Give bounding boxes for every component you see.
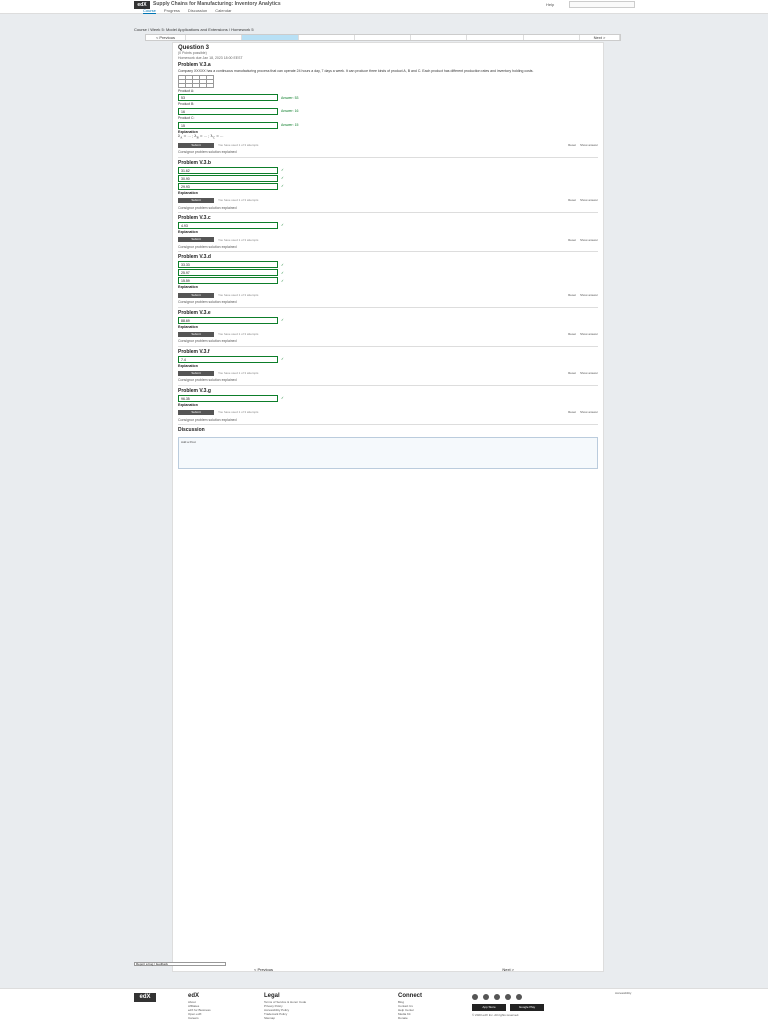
discussion-box[interactable]: [178, 437, 598, 469]
ack-text: Consignor problem solution explained: [178, 205, 237, 210]
answer-correct-icon: ✓: [281, 262, 284, 267]
accessibility-link[interactable]: Accessibility: [615, 991, 632, 995]
sequence-nav: [145, 34, 621, 41]
footer-col-edx: [188, 992, 211, 1020]
facebook-icon[interactable]: [472, 994, 478, 1000]
footer-link[interactable]: Affiliates: [188, 1004, 200, 1008]
submit-button[interactable]: Submit: [178, 332, 214, 337]
reset-button[interactable]: Reset: [568, 198, 576, 203]
footer-col-legal: [264, 992, 306, 1020]
question-points: (0 Points possible): [178, 51, 207, 55]
footer: [0, 988, 768, 1024]
tab-calendar[interactable]: Calendar: [215, 8, 232, 13]
product-b-block: [178, 102, 598, 115]
answer-correct-icon: ✓: [281, 356, 284, 361]
footer-link[interactable]: Privacy Policy: [264, 1004, 283, 1008]
answer-input[interactable]: 30.90: [178, 175, 278, 182]
edx-logo[interactable]: edX: [134, 1, 150, 9]
sequence-unit[interactable]: [299, 35, 355, 40]
submit-button[interactable]: Submit: [178, 143, 214, 148]
app-store-button[interactable]: App Store: [472, 1004, 506, 1011]
footer-logo[interactable]: edX: [134, 993, 156, 1002]
footer-heading: Connect: [398, 993, 422, 999]
page-next-button[interactable]: Next >: [502, 967, 514, 972]
footer-link[interactable]: Blog: [398, 1000, 405, 1004]
submit-bar: [178, 198, 598, 204]
answer-input[interactable]: 16: [178, 108, 278, 115]
reset-button[interactable]: Reset: [568, 331, 576, 336]
submit-bar: [178, 370, 598, 376]
ack-text: Consignor problem solution explained: [178, 244, 237, 249]
problem-title: Problem V.3.b: [178, 160, 211, 167]
show-answer-button[interactable]: Show answer: [579, 237, 598, 242]
google-play-button[interactable]: Google Play: [510, 1004, 544, 1011]
answer-correct-icon: ✓: [281, 184, 284, 189]
product-label: Product C:: [178, 115, 195, 120]
show-answer-button[interactable]: Show answer: [579, 371, 598, 376]
sequence-unit-active[interactable]: [242, 35, 298, 40]
explanation-heading: Explanation: [178, 230, 198, 235]
footer-col-connect: [398, 992, 422, 1020]
problem-title: Problem V.3.d: [178, 254, 211, 261]
footer-link[interactable]: Trademark Policy: [264, 1012, 288, 1016]
attempts-text: You have used 1 of 3 attempts: [218, 371, 259, 376]
answer-correct-icon: ✓: [281, 396, 284, 401]
sequence-unit[interactable]: [355, 35, 411, 40]
product-c-block: [178, 116, 598, 129]
show-answer-button[interactable]: Show answer: [579, 198, 598, 203]
help-link[interactable]: Help: [546, 2, 555, 7]
page-nav: [254, 967, 514, 972]
footer-link[interactable]: Donate: [398, 1016, 408, 1020]
submit-bar: [178, 410, 598, 416]
explanation-heading: Explanation: [178, 324, 198, 329]
sequence-unit[interactable]: [411, 35, 467, 40]
answer-input[interactable]: 7.4: [178, 356, 278, 363]
attempts-text: You have used 1 of 3 attempts: [218, 198, 259, 203]
answer-correct: Answer: 53: [281, 95, 299, 100]
submit-bar: [178, 292, 598, 298]
submit-button[interactable]: Submit: [178, 198, 214, 203]
copyright: © 2023 edX Inc. All rights reserved.: [472, 1013, 520, 1017]
course-tabs: [143, 8, 232, 14]
submit-button[interactable]: Submit: [178, 371, 214, 376]
homework-due: Homework due Jan 18, 2023 18:00 EEST: [178, 55, 243, 60]
sequence-prev-button[interactable]: < Previous: [146, 35, 186, 40]
ack-text: Consignor problem solution explained: [178, 300, 237, 304]
reset-button[interactable]: Reset: [568, 410, 576, 415]
problem-block: [178, 160, 598, 213]
answer-input[interactable]: 15.59: [178, 277, 278, 284]
page-prev-button[interactable]: < Previous: [254, 967, 274, 972]
bug-report-link[interactable]: Report a bug / feedback: [134, 962, 226, 966]
reset-button[interactable]: Reset: [568, 143, 576, 148]
answer-correct-icon: ✓: [281, 223, 284, 228]
product-a-block: [178, 89, 598, 102]
footer-link[interactable]: edX for Business: [188, 1008, 211, 1012]
footer-heading: Legal: [264, 993, 280, 999]
answer-input[interactable]: 29.93: [178, 183, 278, 190]
footer-link[interactable]: Sitemap: [264, 1016, 276, 1020]
sequence-next-button[interactable]: Next >: [580, 35, 620, 40]
answer-input[interactable]: 88.69: [178, 317, 278, 324]
explanation-heading: Explanation: [178, 363, 198, 368]
discussion-title: Discussion: [178, 427, 205, 434]
problem-block: [178, 215, 598, 252]
submit-bar: [178, 142, 598, 148]
ack-text: Consignor problem solution explained: [178, 339, 237, 344]
attempts-text: You have used 1 of 3 attempts: [218, 237, 259, 242]
attempts-text: You have used 1 of 3 attempts: [218, 143, 259, 148]
answer-input[interactable]: 53: [178, 94, 278, 101]
answer-input[interactable]: 33.33: [178, 261, 278, 268]
show-answer-button[interactable]: Show answer: [579, 143, 598, 148]
product-label: Product A:: [178, 88, 195, 93]
twitter-icon[interactable]: [483, 994, 489, 1000]
problem-page: [172, 42, 604, 972]
explanation-heading: Explanation: [178, 129, 198, 134]
problem-title: Problem V.3.a: [178, 62, 211, 69]
problem-title: Problem V.3.e: [178, 309, 211, 316]
problem-block: [178, 388, 598, 425]
reset-button[interactable]: Reset: [568, 237, 576, 242]
problem-block: [178, 310, 598, 347]
problem-title: Problem V.3.f: [178, 348, 210, 355]
answer-correct-icon: ✓: [281, 270, 284, 275]
sequence-unit[interactable]: [186, 35, 242, 40]
social-links: [472, 994, 522, 1000]
answer-input[interactable]: 31.62: [178, 167, 278, 174]
tab-discussion[interactable]: Discussion: [187, 8, 208, 13]
footer-link[interactable]: Careers: [188, 1016, 199, 1020]
question-title: Question 3: [178, 45, 210, 51]
tab-course[interactable]: Course: [143, 8, 156, 13]
problem-block: [178, 254, 598, 307]
submit-button[interactable]: Submit: [178, 237, 214, 242]
new-post-button[interactable]: Add a Post: [181, 440, 196, 445]
problem-title: Problem V.3.g: [178, 387, 211, 394]
user-menu[interactable]: [569, 1, 635, 8]
show-answer-button[interactable]: Show answer: [579, 331, 598, 336]
footer-link[interactable]: Terms of Service & Honor Code: [264, 1000, 307, 1004]
sequence-unit[interactable]: [467, 35, 523, 40]
top-bar: [0, 0, 768, 14]
explanation-heading: Explanation: [178, 402, 198, 407]
problem-title: Problem V.3.c: [178, 215, 211, 222]
course-title: Supply Chains for Manufacturing: Inventory Analytics: [153, 1, 281, 7]
answer-correct: Answer: 16: [281, 109, 299, 114]
submit-bar: [178, 237, 598, 243]
submit-bar: [178, 331, 598, 337]
ack-text: Consignor problem solution explained: [178, 378, 237, 383]
answer-input[interactable]: 96.35: [178, 395, 278, 402]
attempts-text: You have used 1 of 3 attempts: [218, 410, 259, 415]
footer-link[interactable]: Help Center: [398, 1008, 415, 1012]
reset-button[interactable]: Reset: [568, 292, 576, 297]
footer-heading: edX: [188, 993, 200, 999]
submit-button[interactable]: Submit: [178, 410, 214, 415]
app-stores: [472, 1004, 544, 1011]
explanation-heading: Explanation: [178, 285, 198, 290]
footer-link[interactable]: Accessibility Policy: [264, 1008, 290, 1012]
attempts-text: You have used 1 of 3 attempts: [218, 292, 259, 297]
reddit-icon[interactable]: [516, 994, 522, 1000]
problem-block: [178, 349, 598, 386]
ack-text: Consignor problem solution explained: [178, 150, 237, 155]
ack-text: Consignor problem solution explained: [178, 417, 237, 422]
footer-link[interactable]: Open edX: [188, 1012, 202, 1016]
answer-correct-icon: ✓: [281, 168, 284, 173]
product-table: [178, 75, 214, 88]
youtube-icon[interactable]: [494, 994, 500, 1000]
answer-correct-icon: ✓: [281, 278, 284, 283]
answer-correct-icon: ✓: [281, 176, 284, 181]
footer-link[interactable]: Media Kit: [398, 1012, 411, 1016]
tab-progress[interactable]: Progress: [163, 8, 180, 13]
submit-button[interactable]: Submit: [178, 293, 214, 298]
problem-intro: Company XXXXX has a continuous manufacturing process that can operate 24 hours a day, 7 days a week. It can produce three kinds of product A, B and C. Each product has different production rates and inventory holding costs.: [178, 69, 534, 74]
attempts-text: You have used 1 of 3 attempts: [218, 331, 259, 336]
show-answer-button[interactable]: Show answer: [579, 292, 598, 297]
footer-link[interactable]: Contact Us: [398, 1004, 413, 1008]
problems-list: [178, 160, 598, 425]
answer-correct-icon: ✓: [281, 317, 284, 322]
footer-link[interactable]: About: [188, 1000, 196, 1004]
answer-input[interactable]: 4.93: [178, 222, 278, 229]
sequence-unit[interactable]: [524, 35, 580, 40]
answer-input[interactable]: 15: [178, 122, 278, 129]
answer-input[interactable]: 25.97: [178, 269, 278, 276]
breadcrumb[interactable]: Course / Week 5: Model Applications and Extensions / Homework 5: [134, 27, 254, 32]
answer-correct: Answer: 15: [281, 122, 299, 127]
product-label: Product B:: [178, 102, 195, 107]
explanation-body: $\lambda_A$ = ... ; $\lambda_B$ = ... ; $\lambda_C$ = ...: [178, 134, 224, 140]
linkedin-icon[interactable]: [505, 994, 511, 1000]
reset-button[interactable]: Reset: [568, 371, 576, 376]
explanation-heading: Explanation: [178, 191, 198, 196]
show-answer-button[interactable]: Show answer: [579, 410, 598, 415]
